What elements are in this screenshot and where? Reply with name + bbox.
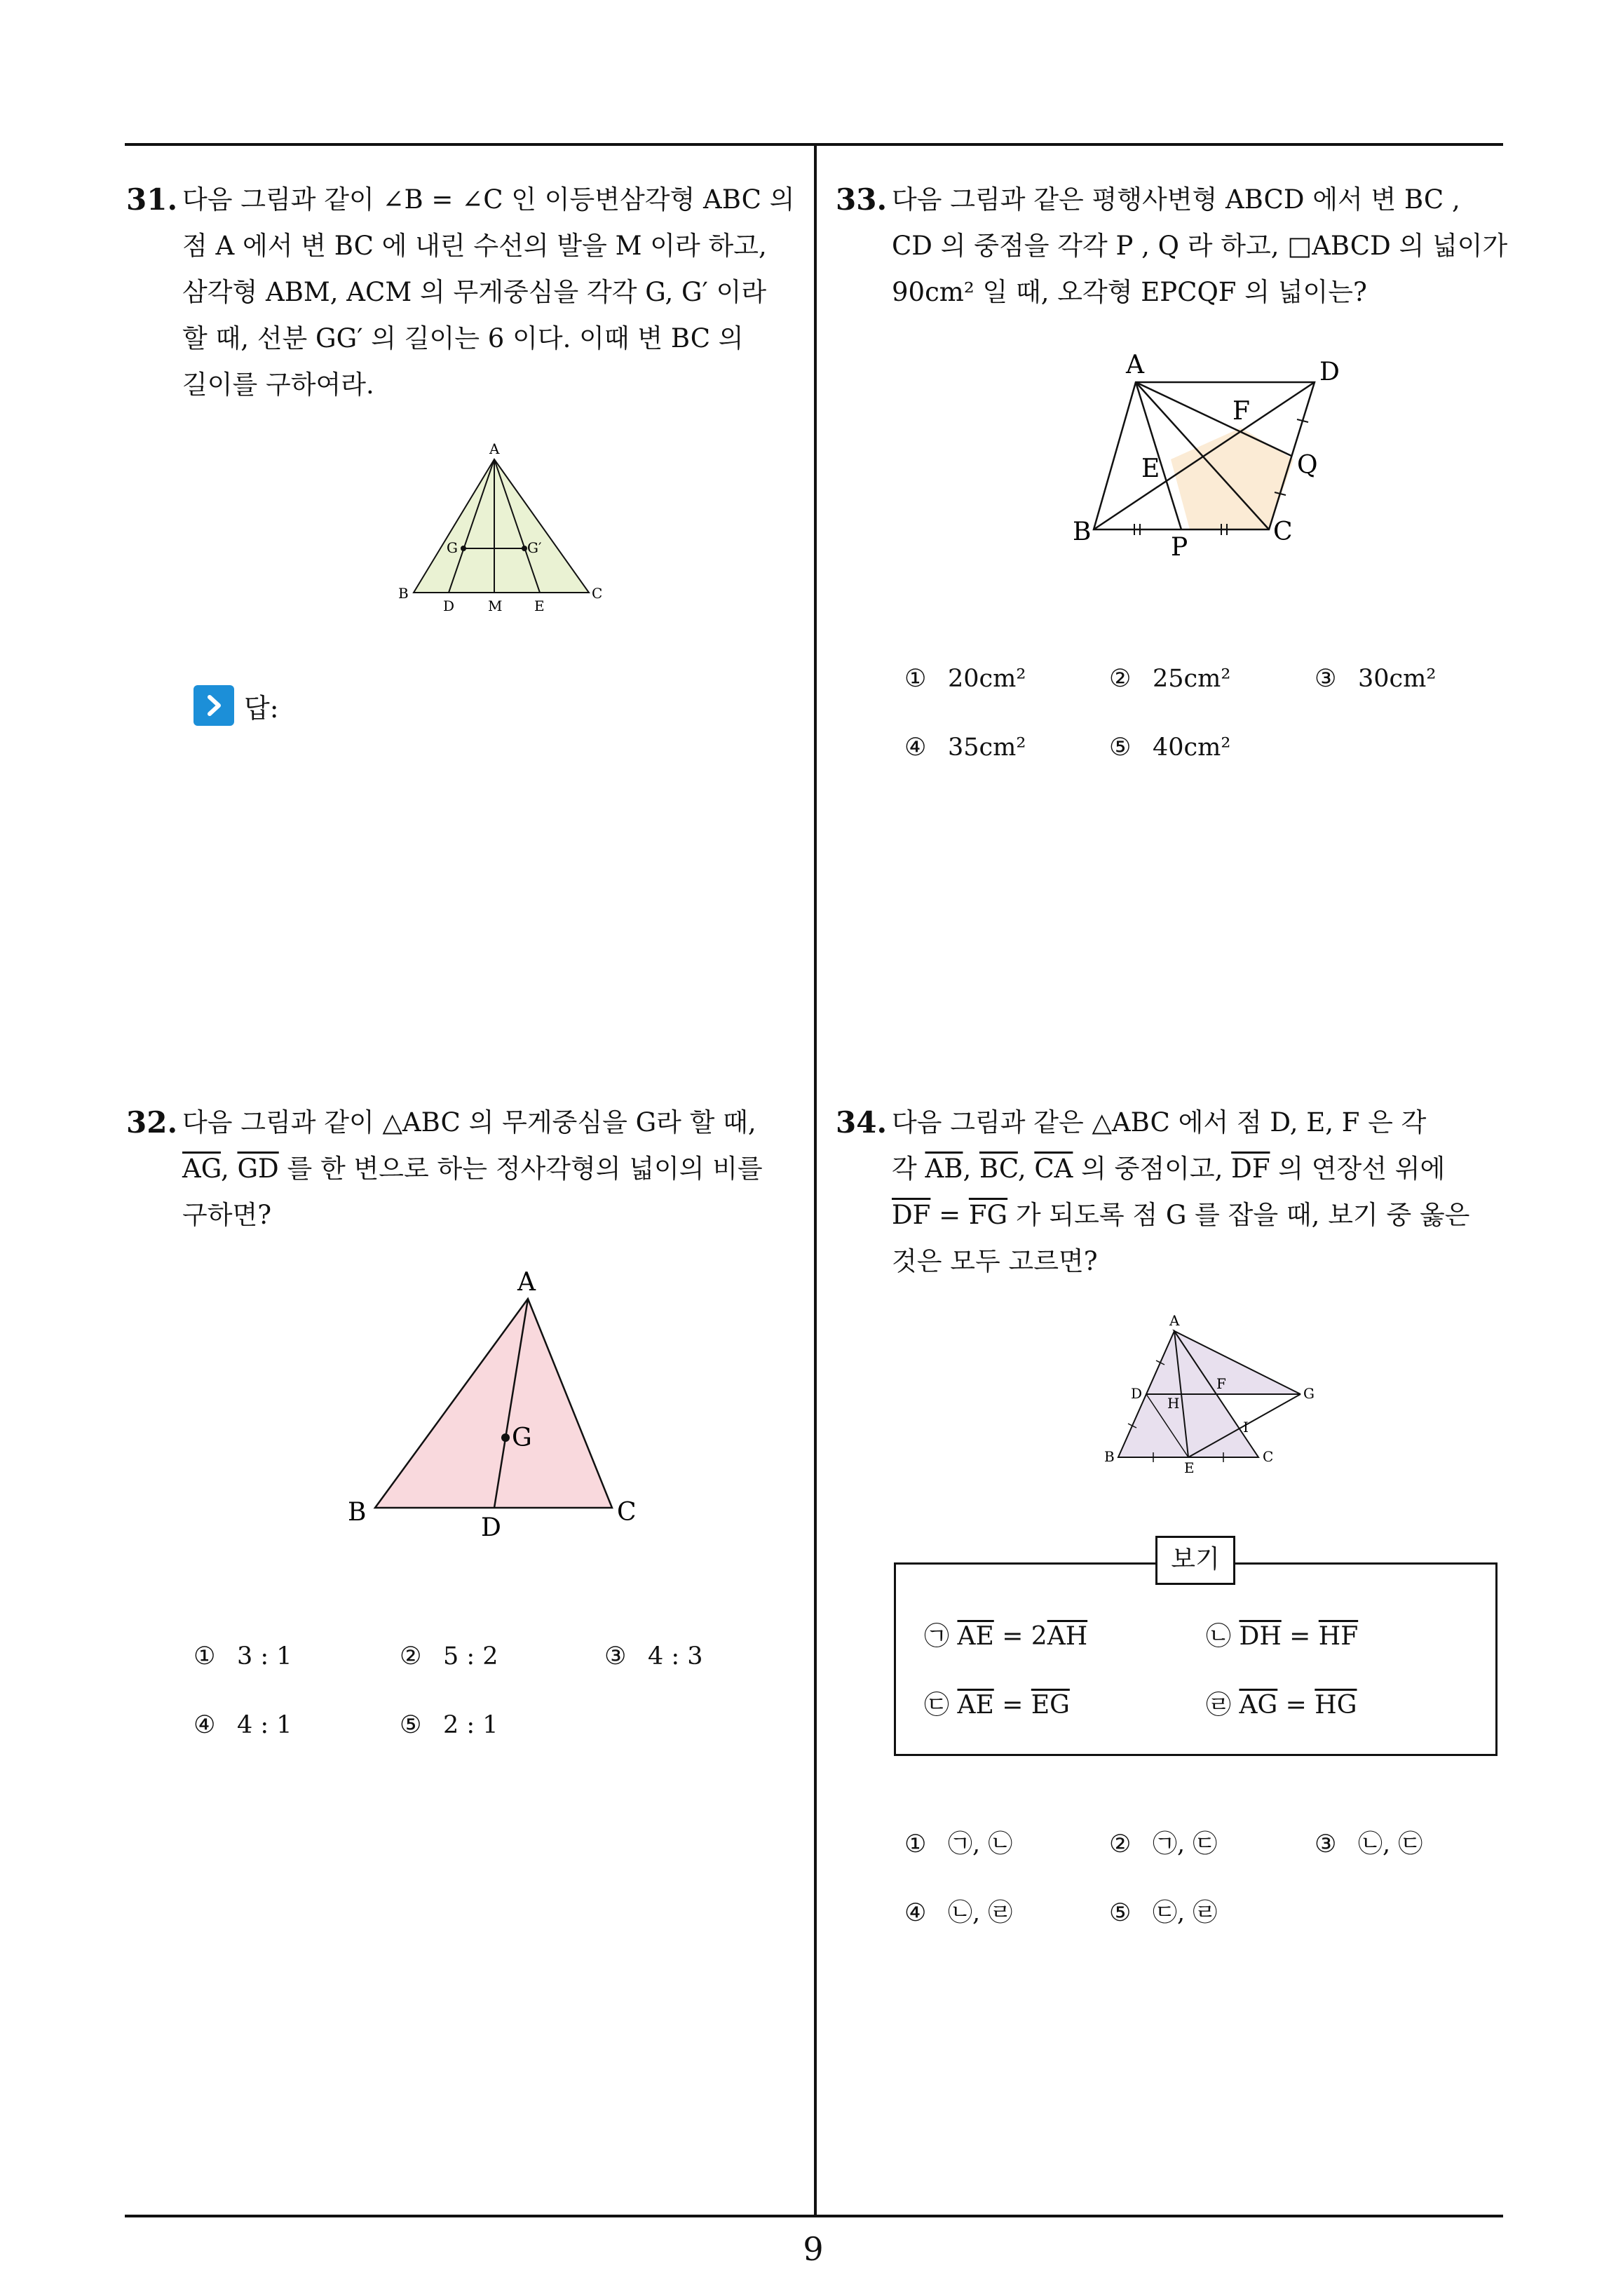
- point-g-prime: [522, 546, 527, 551]
- text-line: 각 $\overline{AB}$, $\overline{BC}$, $\overline{CA}$ 의 중점이고, $\overline{DF}$ 의 연장선 위에: [892, 1154, 1446, 1184]
- choice-3[interactable]: ③ ㉡, ㉢: [1315, 1830, 1423, 1858]
- label-f: F: [1216, 1375, 1226, 1392]
- question-number: 32.: [126, 1105, 178, 1140]
- question-number: 34.: [836, 1105, 888, 1140]
- text-line: 할 때, 선분 GG′ 의 길이는 6 이다. 이때 변 BC 의: [182, 323, 744, 353]
- choice-3[interactable]: ③ 30cm²: [1315, 665, 1437, 693]
- choice-2[interactable]: ② ㉠, ㉢: [1109, 1830, 1218, 1858]
- q33-figure: [1066, 344, 1360, 568]
- bogi-box: [894, 1562, 1498, 1756]
- bogi-item: ㉢ $\overline{AE} = \overline{EG}$: [924, 1691, 1070, 1720]
- label-g: G: [512, 1424, 532, 1452]
- choice-5[interactable]: ⑤ 2 : 1: [400, 1711, 498, 1739]
- q32-figure: [337, 1262, 659, 1543]
- label-b: B: [398, 585, 409, 602]
- text-line: 90cm² 일 때, 오각형 EPCQF 의 넓이는?: [892, 277, 1367, 307]
- label-q: Q: [1297, 451, 1318, 480]
- text-line: 삼각형 ABM, ACM 의 무게중심을 각각 G, G′ 이라: [182, 277, 767, 307]
- label-e: E: [1141, 454, 1160, 483]
- answer-label: 답:: [244, 692, 279, 724]
- bogi-title: 보기: [1155, 1536, 1235, 1585]
- label-b: B: [1073, 518, 1092, 546]
- point-g: [461, 546, 466, 551]
- choice-4[interactable]: ④ 35cm²: [904, 734, 1026, 762]
- q34-figure: [1104, 1310, 1315, 1478]
- text-line: CD 의 중점을 각각 P , Q 라 하고, □ABCD 의 넓이가: [892, 231, 1508, 261]
- question-number: 31.: [126, 182, 178, 217]
- label-f: F: [1232, 397, 1250, 426]
- choice-2[interactable]: ② 5 : 2: [400, 1642, 498, 1670]
- column-divider: [814, 143, 817, 2216]
- text-line: $\overline{DF} = \overline{FG}$ 가 되도록 점 G 를 잡을 때, 보기 중 옳은: [892, 1200, 1470, 1230]
- label-i: I: [1243, 1419, 1249, 1436]
- question-number: 33.: [836, 182, 888, 217]
- point-g: [501, 1433, 510, 1442]
- label-a: A: [1169, 1312, 1180, 1329]
- text-line: 다음 그림과 같은 평행사변형 ABCD 에서 변 BC ,: [892, 184, 1460, 215]
- label-e: E: [534, 597, 545, 614]
- label-d: D: [1319, 358, 1340, 386]
- label-a: A: [1126, 351, 1144, 379]
- text-line: 길이를 구하여라.: [182, 370, 374, 400]
- pentagon-epcqf: [1171, 428, 1293, 529]
- page-number: 9: [803, 2230, 824, 2268]
- text-line: $\overline{AG}$, $\overline{GD}$ 를 한 변으로 하는 정사각형의 넓이의 비를: [182, 1154, 763, 1184]
- label-e: E: [1184, 1459, 1195, 1476]
- label-d: D: [481, 1513, 501, 1542]
- choice-1[interactable]: ① ㉠, ㉡: [904, 1830, 1013, 1858]
- label-c: C: [617, 1498, 637, 1527]
- choice-3[interactable]: ③ 4 : 3: [604, 1642, 703, 1670]
- label-b: B: [1104, 1448, 1115, 1465]
- label-g: G: [447, 539, 458, 556]
- text-line: 다음 그림과 같이 △ABC 의 무게중심을 G라 할 때,: [182, 1107, 756, 1137]
- q31-figure: [379, 438, 610, 621]
- bogi-item: ㉠ $\overline{AE} = 2\overline{AH}$: [924, 1622, 1088, 1651]
- choice-1[interactable]: ① 20cm²: [904, 665, 1026, 693]
- bottom-rule: [125, 2215, 1503, 2217]
- choice-2[interactable]: ② 25cm²: [1109, 665, 1231, 693]
- text-line: 것은 모두 고르면?: [892, 1246, 1098, 1276]
- bogi-item: ㉡ $\overline{DH} = \overline{HF}$: [1206, 1622, 1359, 1651]
- choice-4[interactable]: ④ ㉡, ㉣: [904, 1899, 1013, 1927]
- text-line: 다음 그림과 같이 ∠B = ∠C 인 이등변삼각형 ABC 의: [182, 184, 795, 215]
- text-line: 다음 그림과 같은 △ABC 에서 점 D, E, F 은 각: [892, 1107, 1427, 1137]
- label-c: C: [592, 585, 603, 602]
- label-g: G: [1303, 1385, 1315, 1402]
- bogi-item: ㉣ $\overline{AG} = \overline{HG}$: [1206, 1691, 1357, 1720]
- question-text: [182, 1100, 799, 1238]
- question-text: [182, 177, 855, 408]
- label-a: A: [517, 1268, 536, 1297]
- label-c: C: [1263, 1448, 1274, 1465]
- question-text: [892, 1100, 1509, 1285]
- label-h: H: [1167, 1395, 1180, 1412]
- choice-5[interactable]: ⑤ 40cm²: [1109, 734, 1231, 762]
- answer-line: [193, 685, 279, 726]
- label-d: D: [1131, 1385, 1143, 1402]
- label-b: B: [348, 1498, 367, 1527]
- label-p: P: [1171, 533, 1188, 562]
- label-m: M: [488, 597, 503, 614]
- chevron-right-icon: [193, 685, 234, 726]
- label-c: C: [1273, 518, 1293, 546]
- choice-4[interactable]: ④ 4 : 1: [193, 1711, 292, 1739]
- label-d: D: [443, 597, 455, 614]
- text-line: 구하면?: [182, 1200, 272, 1230]
- label-a: A: [489, 440, 500, 457]
- label-g-prime: G′: [527, 539, 542, 556]
- choice-1[interactable]: ① 3 : 1: [193, 1642, 292, 1670]
- triangle-abc: [375, 1299, 612, 1508]
- question-text: [892, 177, 1509, 316]
- text-line: 점 A 에서 변 BC 에 내린 수선의 발을 M 이라 하고,: [182, 231, 767, 261]
- choice-5[interactable]: ⑤ ㉢, ㉣: [1109, 1899, 1218, 1927]
